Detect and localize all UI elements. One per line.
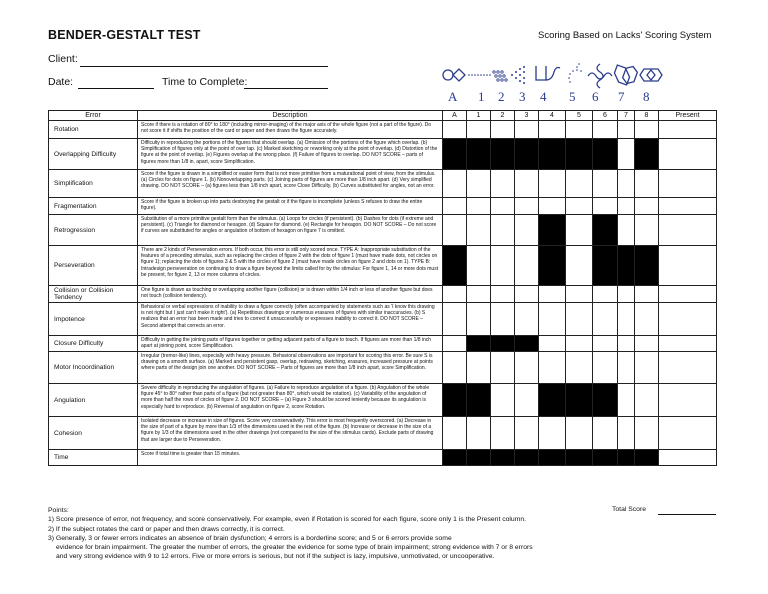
blocked-cell bbox=[566, 139, 593, 170]
figure-label-8: 8 bbox=[643, 89, 650, 104]
blocked-cell bbox=[467, 450, 491, 466]
error-description: Score if total time is greater than 15 minutes. bbox=[138, 450, 443, 466]
score-cell-3[interactable] bbox=[515, 246, 539, 286]
score-cell-a[interactable] bbox=[443, 352, 467, 384]
figure-label-4: 4 bbox=[540, 89, 547, 104]
points-label: Points: bbox=[48, 507, 69, 514]
score-cell-4[interactable] bbox=[539, 170, 566, 198]
present-cell[interactable] bbox=[659, 139, 717, 170]
score-cell-5[interactable] bbox=[566, 198, 593, 215]
table-row bbox=[49, 450, 717, 466]
score-cell-1[interactable] bbox=[467, 286, 491, 303]
error-name: Impotence bbox=[49, 303, 138, 336]
figure-label-a: A bbox=[448, 89, 458, 104]
score-cell-3[interactable] bbox=[515, 417, 539, 450]
score-cell-1[interactable] bbox=[467, 246, 491, 286]
total-score-field[interactable] bbox=[658, 514, 716, 515]
error-name: Rotation bbox=[49, 121, 138, 139]
figure-7-icon bbox=[612, 62, 639, 87]
score-cell-6[interactable] bbox=[593, 303, 618, 336]
score-cell-8[interactable] bbox=[635, 215, 659, 246]
table-row bbox=[49, 139, 717, 170]
error-name: Motor Incoordination bbox=[49, 352, 138, 384]
error-description: Behavioral or verbal expressions of inability to draw a figure correctly (often accompanied by statements such as 'I know this drawing is not right but I just can't make it right'). (a) Repetitious drawings or numerous erasures of figures with similar inaccuracies. (b) S realizes that an error has been made and tries to correct it unsuccessfully or expresses inability to correct it. DO NOT SCORE – Second attempt that corrects an error. bbox=[138, 303, 443, 336]
error-description: Score if there is a rotation of 80° to 180° (including mirror-imaging) of the major axis of the whole figure (not a part of the figure). Do not score it if shifts the position of the card or paper and then draws the figure accurately. bbox=[138, 121, 443, 139]
score-cell-1[interactable] bbox=[467, 303, 491, 336]
blocked-cell bbox=[515, 336, 539, 352]
score-cell-8[interactable] bbox=[635, 336, 659, 352]
score-cell-a[interactable] bbox=[443, 286, 467, 303]
error-name: Perseveration bbox=[49, 246, 138, 286]
score-cell-4[interactable] bbox=[539, 417, 566, 450]
blocked-cell bbox=[635, 450, 659, 466]
score-cell-5[interactable] bbox=[566, 417, 593, 450]
present-cell[interactable] bbox=[659, 246, 717, 286]
figure-1-icon bbox=[468, 74, 491, 76]
error-description: Irregular (tremor-like) lines, especially with heavy pressure. Behavioral observations are important for scoring this error. Be sure S is drawing on a smooth surface. (a) Marked and persistent gasp, overlap, redrawing, sketching, erasures, increased pressure at points where parts of the design join one another. DO NOT SCORE – Parts of figures are more than 1/8 inch apart, score Simplification. bbox=[138, 352, 443, 384]
score-cell-a[interactable] bbox=[443, 198, 467, 215]
score-cell-8[interactable] bbox=[635, 121, 659, 139]
present-cell[interactable] bbox=[659, 417, 717, 450]
score-cell-8[interactable] bbox=[635, 170, 659, 198]
error-description: Difficulty in reproducing the portions of the figures that should overlap. (a) Omission of the portions of the figure which overlap. (b) Simplification of figures only at the point of over lap. (c) Marked sketching or reworking only at the point of overlap. (d) Distortion of the figure at the point of overlap. (e) Figures overlap at the wrong place. (f) Failure of figures to overlap. DO NOT SCORE – parts of figures more than 1/8 in. apart, score Simplification. bbox=[138, 139, 443, 170]
score-cell-4[interactable] bbox=[539, 352, 566, 384]
score-cell-1[interactable] bbox=[467, 198, 491, 215]
score-cell-2[interactable] bbox=[491, 352, 515, 384]
blocked-cell bbox=[515, 139, 539, 170]
table-row bbox=[49, 417, 717, 450]
score-cell-7[interactable] bbox=[618, 417, 635, 450]
blocked-cell bbox=[539, 450, 566, 466]
blocked-cell bbox=[443, 384, 467, 417]
score-cell-5[interactable] bbox=[566, 170, 593, 198]
date-label: Date: bbox=[48, 76, 74, 88]
figure-label-6: 6 bbox=[592, 89, 599, 104]
figure-4-icon bbox=[536, 66, 560, 80]
figure-5-icon bbox=[568, 63, 582, 83]
score-cell-4[interactable] bbox=[539, 336, 566, 352]
score-cell-4[interactable] bbox=[539, 121, 566, 139]
blocked-cell bbox=[618, 246, 635, 286]
error-description: Score if the figure is broken up into parts destroying the gestalt or if the figure is incomplete (unless S refuses to draw the entire figure). bbox=[138, 198, 443, 215]
figure-label-3: 3 bbox=[519, 89, 526, 104]
table-row bbox=[49, 286, 717, 303]
col-header-error: Error bbox=[49, 111, 138, 121]
score-cell-2[interactable] bbox=[491, 384, 515, 417]
table-row bbox=[49, 121, 717, 139]
score-cell-6[interactable] bbox=[593, 352, 618, 384]
error-name: Fragmentation bbox=[49, 198, 138, 215]
error-name: Angulation bbox=[49, 384, 138, 417]
col-header-1: 1 bbox=[467, 111, 491, 121]
score-cell-7[interactable] bbox=[618, 139, 635, 170]
figure-8-icon bbox=[640, 69, 662, 81]
score-cell-5[interactable] bbox=[566, 286, 593, 303]
score-cell-3[interactable] bbox=[515, 286, 539, 303]
score-cell-2[interactable] bbox=[491, 170, 515, 198]
present-cell[interactable] bbox=[659, 286, 717, 303]
score-cell-3[interactable] bbox=[515, 303, 539, 336]
figure-a-icon bbox=[443, 69, 465, 81]
col-header-4: 4 bbox=[539, 111, 566, 121]
score-cell-5[interactable] bbox=[566, 303, 593, 336]
score-cell-7[interactable] bbox=[618, 286, 635, 303]
score-cell-7[interactable] bbox=[618, 352, 635, 384]
blocked-cell bbox=[443, 139, 467, 170]
blocked-cell bbox=[618, 450, 635, 466]
score-cell-2[interactable] bbox=[491, 246, 515, 286]
present-cell[interactable] bbox=[659, 121, 717, 139]
score-cell-2[interactable] bbox=[491, 417, 515, 450]
blocked-cell bbox=[593, 450, 618, 466]
blocked-cell bbox=[467, 384, 491, 417]
date-field[interactable] bbox=[78, 88, 154, 89]
present-cell[interactable] bbox=[659, 198, 717, 215]
blocked-cell bbox=[566, 450, 593, 466]
col-header-3: 3 bbox=[515, 111, 539, 121]
score-cell-a[interactable] bbox=[443, 417, 467, 450]
col-header-a: A bbox=[443, 111, 467, 121]
score-cell-3[interactable] bbox=[515, 215, 539, 246]
blocked-cell bbox=[539, 215, 566, 246]
figure-3-icon bbox=[511, 66, 525, 84]
table-header-row bbox=[49, 111, 717, 121]
score-cell-7[interactable] bbox=[618, 121, 635, 139]
score-cell-7[interactable] bbox=[618, 384, 635, 417]
score-cell-a[interactable] bbox=[443, 170, 467, 198]
col-header-7: 7 bbox=[618, 111, 635, 121]
score-cell-7[interactable] bbox=[618, 336, 635, 352]
blocked-cell bbox=[539, 246, 566, 286]
table-row bbox=[49, 246, 717, 286]
score-cell-6[interactable] bbox=[593, 198, 618, 215]
table-row bbox=[49, 384, 717, 417]
note-2: 2) If the subject rotates the card or paper and then draws correctly, it is correct. bbox=[48, 525, 285, 533]
test-title: BENDER-GESTALT TEST bbox=[48, 28, 201, 42]
blocked-cell bbox=[593, 215, 618, 246]
col-header-6: 6 bbox=[593, 111, 618, 121]
blocked-cell bbox=[443, 246, 467, 286]
total-score-label: Total Score bbox=[612, 506, 647, 513]
score-cell-8[interactable] bbox=[635, 352, 659, 384]
blocked-cell bbox=[593, 246, 618, 286]
score-cell-a[interactable] bbox=[443, 121, 467, 139]
error-description: Difficulty in getting the joining parts of figures together or getting adjacent parts of a figure to touch. If figures are more than 1/8 inch apart at joining point, score Simplification. bbox=[138, 336, 443, 352]
blocked-cell bbox=[635, 139, 659, 170]
score-cell-5[interactable] bbox=[566, 336, 593, 352]
score-cell-3[interactable] bbox=[515, 384, 539, 417]
error-name: Time bbox=[49, 450, 138, 466]
table-row bbox=[49, 198, 717, 215]
blocked-cell bbox=[539, 139, 566, 170]
score-cell-2[interactable] bbox=[491, 215, 515, 246]
client-label: Client: bbox=[48, 53, 78, 65]
score-cell-6[interactable] bbox=[593, 336, 618, 352]
table-row bbox=[49, 170, 717, 198]
score-cell-3[interactable] bbox=[515, 121, 539, 139]
score-cell-2[interactable] bbox=[491, 198, 515, 215]
score-cell-3[interactable] bbox=[515, 352, 539, 384]
figure-2-icon bbox=[493, 71, 507, 81]
score-cell-7[interactable] bbox=[618, 303, 635, 336]
blocked-cell bbox=[491, 336, 515, 352]
client-field[interactable] bbox=[80, 66, 328, 67]
table-row bbox=[49, 352, 717, 384]
blocked-cell bbox=[539, 384, 566, 417]
error-description: One figure is drawn as touching or overlapping another figure (collision) or is drawn within 1/4 inch or less of another figure but does not touch (collision tendency). bbox=[138, 286, 443, 303]
score-cell-4[interactable] bbox=[539, 303, 566, 336]
present-cell[interactable] bbox=[659, 170, 717, 198]
error-name: Collision or Collision Tendency bbox=[49, 286, 138, 303]
score-cell-4[interactable] bbox=[539, 286, 566, 303]
note-1: 1) Score presence of error, not frequency, and score conservatively. For example, even if Rotation is scored for each figure, score only 1 is the Present column. bbox=[48, 516, 527, 524]
score-cell-5[interactable] bbox=[566, 215, 593, 246]
score-cell-8[interactable] bbox=[635, 303, 659, 336]
score-cell-6[interactable] bbox=[593, 417, 618, 450]
score-cell-1[interactable] bbox=[467, 215, 491, 246]
blocked-cell bbox=[566, 384, 593, 417]
col-header-2: 2 bbox=[491, 111, 515, 121]
error-description: Severe difficulty in reproducing the angulation of figures. (a) Failure to reproduce angulation of a figure. (b) Angulation of the whole figure 45° to 80° rather than parts of a figure (but not greater than 80°, which would be rotation). (c) Variability of the angulation of more than half the rows of circles of figure 2. DO NOT SCORE – (a) Figure 3 should be scored leniently because its angulation is especially hard to reproduce. (b) Reversal of angulation on figure 2, score Rotation. bbox=[138, 384, 443, 417]
error-description: There are 2 kinds of Perseveration errors. If both occur, this error is still only scored once. TYPE A: Inappropriate substitution of the features of a preceding stimulus, such as replacing the circles of figure 2 with the dots of figure 1 (must have made dots, not circles on figure 1); replacing the dots of figures 3 & 5 with the circles of figure 2 (must have made circles on figure 2 and dots on 1). TYPE B: Intradesign perseveration on continuing to draw a figure beyond the limits called for by the stimulus: For figure 1, 14 or more dots must be present, for figure 2, 13 or more columns of circles. bbox=[138, 246, 443, 286]
table-row bbox=[49, 303, 717, 336]
score-cell-6[interactable] bbox=[593, 170, 618, 198]
score-cell-5[interactable] bbox=[566, 246, 593, 286]
table-row bbox=[49, 215, 717, 246]
score-cell-1[interactable] bbox=[467, 170, 491, 198]
col-header-present: Present bbox=[659, 111, 717, 121]
present-cell[interactable] bbox=[659, 450, 717, 466]
error-name: Retrogression bbox=[49, 215, 138, 246]
present-cell[interactable] bbox=[659, 384, 717, 417]
time-to-complete-field[interactable] bbox=[244, 88, 328, 89]
error-description: Score if the figure is drawn in a simplified or easier form that is not more primitive from a maturational point of view, from the stimulus. (a) Circles for dots on figure 1. (b) Nonoverlapping parts. (c) Joining parts of figures are more than 1/8 inch apart. (d) Very simplified drawing. DO NOT SCORE – (a) figures less than 1/8 inch apart, score Close Difficulty. (b) Curves substituted for angles, not an error. bbox=[138, 170, 443, 198]
score-cell-4[interactable] bbox=[539, 198, 566, 215]
score-cell-a[interactable] bbox=[443, 336, 467, 352]
scoring-table bbox=[48, 110, 717, 466]
score-cell-5[interactable] bbox=[566, 121, 593, 139]
scoring-subtitle: Scoring Based on Lacks' Scoring System bbox=[538, 30, 712, 41]
score-cell-2[interactable] bbox=[491, 121, 515, 139]
bender-figures-strip bbox=[436, 60, 666, 104]
note-3-cont-1: evidence for brain impairment. The greater the number of errors, the greater the evidence for some type of brain impairment; strong evidence with 7 or 8 errors bbox=[56, 544, 533, 552]
present-cell[interactable] bbox=[659, 352, 717, 384]
score-cell-a[interactable] bbox=[443, 215, 467, 246]
error-name: Overlapping Difficulty bbox=[49, 139, 138, 170]
score-cell-6[interactable] bbox=[593, 286, 618, 303]
blocked-cell bbox=[491, 450, 515, 466]
blocked-cell bbox=[467, 139, 491, 170]
score-cell-8[interactable] bbox=[635, 286, 659, 303]
col-header-8: 8 bbox=[635, 111, 659, 121]
blocked-cell bbox=[491, 139, 515, 170]
note-3-cont-2: and very strong evidence with 9 to 12 errors. Five or more errors is serious, but not if the subject is lazy, impulsive, unmotivated, or uncooperative. bbox=[56, 553, 495, 561]
score-cell-3[interactable] bbox=[515, 170, 539, 198]
col-header-description: Description bbox=[138, 111, 443, 121]
score-cell-3[interactable] bbox=[515, 198, 539, 215]
present-cell[interactable] bbox=[659, 215, 717, 246]
points-notes bbox=[48, 506, 728, 562]
col-header-5: 5 bbox=[566, 111, 593, 121]
score-cell-6[interactable] bbox=[593, 121, 618, 139]
score-cell-1[interactable] bbox=[467, 352, 491, 384]
figure-label-2: 2 bbox=[498, 89, 505, 104]
error-name: Simplification bbox=[49, 170, 138, 198]
table-row bbox=[49, 336, 717, 352]
score-cell-2[interactable] bbox=[491, 286, 515, 303]
score-cell-5[interactable] bbox=[566, 352, 593, 384]
score-cell-7[interactable] bbox=[618, 215, 635, 246]
blocked-cell bbox=[593, 384, 618, 417]
error-name: Closure Difficulty bbox=[49, 336, 138, 352]
present-cell[interactable] bbox=[659, 336, 717, 352]
score-cell-a[interactable] bbox=[443, 303, 467, 336]
score-cell-7[interactable] bbox=[618, 170, 635, 198]
blocked-cell bbox=[443, 450, 467, 466]
figure-label-5: 5 bbox=[569, 89, 576, 104]
blocked-cell bbox=[515, 450, 539, 466]
error-description: Substitution of a more primitive gestalt form than the stimulus. (a) Loops for circles (if persistent). (b) Dashes for dots (if extreme and persistent). (c) Triangle for diamond or hexagon. (d) Square for diamond. (e) Rectangle for hexagon. DO NOT SCORE – Do not score if curves are substituted for angles or angulation of bottom of hexagon on figure 7 is omitted. bbox=[138, 215, 443, 246]
blocked-cell bbox=[467, 336, 491, 352]
note-3: 3) Generally, 3 or fewer errors indicates an absence of brain dysfunction; 4 errors is a borderline score; and 5 or 6 errors provide some bbox=[48, 534, 452, 542]
score-cell-1[interactable] bbox=[467, 417, 491, 450]
present-cell[interactable] bbox=[659, 303, 717, 336]
time-to-complete-label: Time to Complete: bbox=[162, 76, 248, 88]
blocked-cell bbox=[593, 139, 618, 170]
error-description: Isolated decrease or increase in size of figures. Score very conservatively. This error is most frequently overscored. (a) Decrease in the size of part of a figure by more than 1/3 of the dimensions used in the rest of the figure. (b) Increase or decrease in the size of a figure by 1/3 of the dimensions used in the other drawings (not compared to the size of the stimulus cards). Exclude parts of drawing that are larger due to Perseveration. bbox=[138, 417, 443, 450]
figure-label-7: 7 bbox=[618, 89, 625, 104]
figure-label-1: 1 bbox=[478, 89, 485, 104]
figure-6-icon bbox=[588, 64, 612, 88]
score-cell-8[interactable] bbox=[635, 417, 659, 450]
score-cell-1[interactable] bbox=[467, 121, 491, 139]
score-cell-2[interactable] bbox=[491, 303, 515, 336]
error-name: Cohesion bbox=[49, 417, 138, 450]
score-cell-8[interactable] bbox=[635, 384, 659, 417]
blocked-cell bbox=[635, 246, 659, 286]
score-cell-7[interactable] bbox=[618, 198, 635, 215]
score-cell-8[interactable] bbox=[635, 198, 659, 215]
